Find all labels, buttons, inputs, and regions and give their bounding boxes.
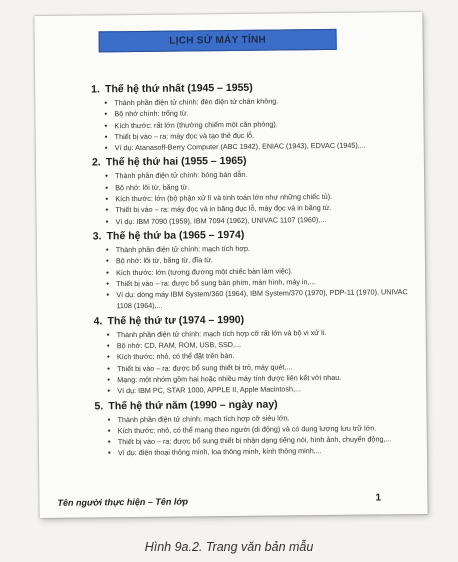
list-item: • Thành phần điện tử chính: mạch tích hợp cỡ siêu lớn. bbox=[108, 411, 415, 426]
section-5 bbox=[94, 396, 415, 460]
section-number: 2. bbox=[91, 156, 101, 169]
section-2 bbox=[92, 153, 413, 228]
list-item: • Kích thước: nhỏ, có thể mang theo người (di động) và có dung lượng lưu trữ lớn. bbox=[108, 422, 415, 437]
list-item: • Ví dụ: IBM PC, STAR 1000, APPLE II, Apple Macintosh,... bbox=[107, 382, 414, 397]
bullet-list bbox=[95, 411, 415, 460]
section-title: Thế hệ thứ ba (1965 – 1974) bbox=[106, 228, 245, 243]
list-item: • Bộ nhớ chính: trống từ. bbox=[104, 105, 411, 120]
section-1 bbox=[91, 79, 412, 154]
list-item: • Thành phần điện tử chính: mạch tích hợp cỡ rất lớn và bộ vi xử lí. bbox=[107, 326, 414, 341]
list-item: • Thiết bị vào – ra: được bổ sung thiết bị nhận dạng tiếng nói, hình ảnh, chuyển động,... bbox=[108, 433, 415, 448]
footer-text: Tên người thực hiện – Tên lớp bbox=[57, 496, 188, 508]
section-4 bbox=[94, 311, 415, 397]
list-item: • Ví dụ: dòng máy IBM System/360 (1964), IBM System/370 (1970), PDP-11 (1970), UNIVAC 1108 (1964),... bbox=[106, 286, 413, 312]
bullet-list bbox=[94, 326, 415, 397]
document-body bbox=[91, 79, 415, 461]
page-number: 1 bbox=[375, 492, 382, 504]
list-item: • Thiết bị vào – ra: được bổ sung bàn phím, màn hình, máy in,... bbox=[106, 275, 413, 290]
list-item: • Kích thước: nhỏ, có thể đặt trên bàn. bbox=[107, 348, 414, 363]
bullet-list bbox=[93, 241, 414, 312]
list-item: • Bộ nhớ: lõi từ, băng từ. bbox=[105, 179, 412, 194]
list-item: • Thành phần điện tử chính: mạch tích hợp. bbox=[106, 241, 413, 256]
list-item: • Thiết bị vào – ra: được bổ sung thiết bị trỏ, máy quét,... bbox=[107, 360, 414, 375]
list-item: • Bộ nhớ: CD, RAM, ROM, USB, SSD,... bbox=[107, 337, 414, 352]
bullet-list bbox=[91, 94, 412, 154]
list-item: • Thiết bị vào – ra: máy đọc và in băng đục lỗ, máy đọc và in băng từ. bbox=[105, 201, 412, 216]
list-item: • Bộ nhớ: lõi từ, băng từ, đĩa từ. bbox=[106, 252, 413, 267]
list-item: • Thành phần điện tử chính: đèn điện tử chân không. bbox=[104, 94, 411, 109]
section-title: Thế hệ thứ nhất (1945 – 1955) bbox=[105, 81, 253, 96]
list-item: • Ví dụ: IBM 7090 (1959), IBM 7094 (1962), UNIVAC 1107 (1960),... bbox=[105, 213, 412, 228]
section-number: 1. bbox=[91, 83, 100, 96]
section-number: 4. bbox=[93, 315, 103, 328]
section-title: Thế hệ thứ tư (1974 – 1990) bbox=[107, 313, 245, 328]
document-page bbox=[34, 12, 427, 518]
document-title: LỊCH SỬ MÁY TÍNH bbox=[99, 29, 337, 52]
list-item: • Kích thước: lớn (tương đương một chiếc bàn làm việc). bbox=[106, 264, 413, 279]
figure-caption: Hình 9a.2. Trang văn bản mẫu bbox=[144, 540, 314, 554]
section-number: 5. bbox=[94, 399, 104, 412]
list-item: • Thiết bị vào – ra: máy đọc và tạo thẻ đục lỗ. bbox=[105, 128, 412, 143]
list-item: • Kích thước: rất lớn (thường chiếm một căn phòng). bbox=[104, 117, 411, 132]
section-number: 3. bbox=[92, 230, 102, 243]
list-item: • Mạng: một nhóm gồm hai hoặc nhiều máy tính được liên kết với nhau. bbox=[107, 371, 414, 386]
bullet-list bbox=[92, 168, 413, 228]
section-title: Thế hệ thứ hai (1955 – 1965) bbox=[105, 155, 247, 169]
list-item: • Thành phần điện tử chính: bóng bán dẫn. bbox=[105, 168, 412, 183]
list-item: • Ví dụ: điện thoại thông minh, loa thông minh, kính thông minh,... bbox=[108, 445, 415, 460]
section-3 bbox=[93, 226, 414, 312]
list-item: • Ví dụ: Atanasoff-Berry Computer (ABC 1942), ENIAC (1943), EDVAC (1945),... bbox=[105, 139, 412, 154]
section-title: Thế hệ thứ năm (1990 – ngày nay) bbox=[108, 398, 278, 412]
list-item: • Kích thước: lớn (bộ phận xử lí và tính toán lớn như những chiếc tủ). bbox=[105, 190, 412, 205]
